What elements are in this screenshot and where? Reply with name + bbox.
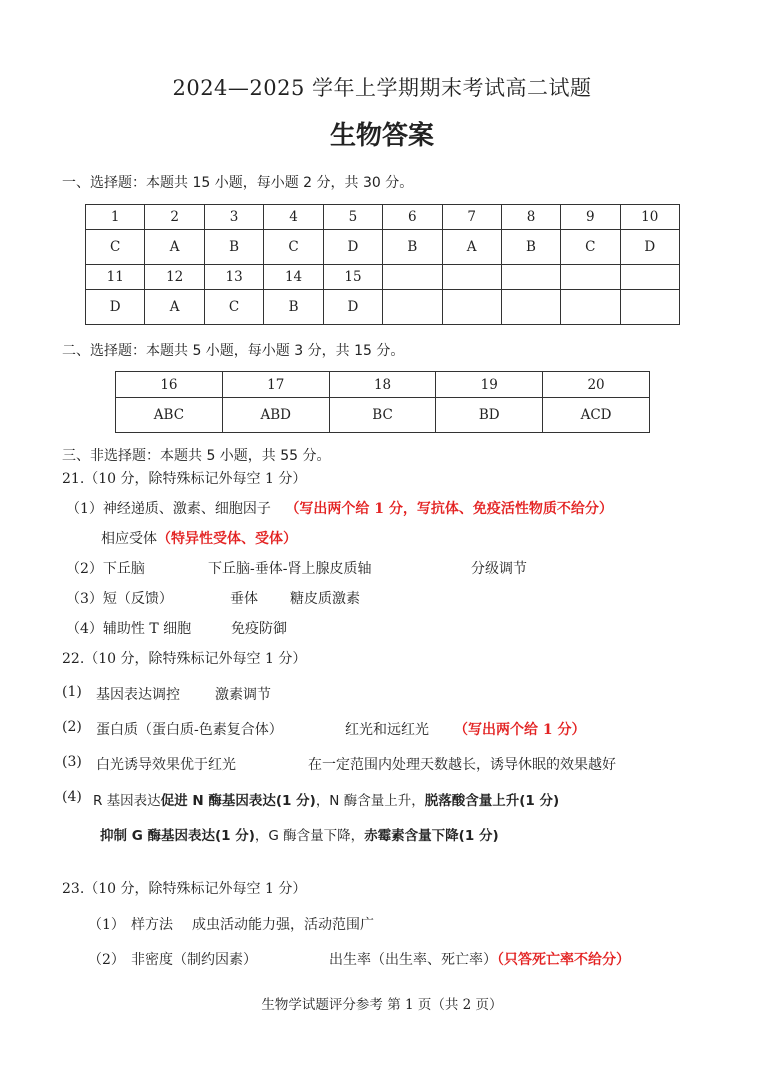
q22-answer: 蛋白质（蛋白质-色素复合体）	[96, 722, 283, 738]
q22-line5	[100, 824, 499, 844]
table-cell: A	[145, 230, 204, 265]
q22-num: (1)	[62, 684, 82, 700]
q22-answer: 红光和远红光	[345, 722, 429, 738]
q21-note: （特异性受体、受体）	[157, 531, 297, 547]
table-cell: BD	[436, 398, 543, 433]
table-row	[116, 372, 650, 398]
q22-note: （写出两个给 1 分）	[454, 722, 586, 738]
table-cell	[620, 290, 679, 325]
table-cell: C	[204, 290, 263, 325]
q22-answer: 在一定范围内处理天数越长，诱导休眠的效果越好	[308, 757, 616, 773]
q22-answer: 激素调节	[215, 687, 271, 703]
table-cell	[442, 265, 501, 290]
exam-title: 2024—2025 学年上学期期末考试高二试题	[172, 76, 592, 100]
table-cell	[620, 265, 679, 290]
q21-answer: 垂体	[230, 591, 258, 607]
table-cell: D	[323, 230, 382, 265]
q21-answer: （1）神经递质、激素、细胞因子	[66, 501, 271, 517]
table-cell: D	[323, 290, 382, 325]
table-cell: 2	[145, 205, 204, 230]
table-cell: BC	[329, 398, 436, 433]
q23-num: （2）	[88, 952, 125, 968]
table-cell: B	[383, 230, 442, 265]
table-cell: 12	[145, 265, 204, 290]
table-cell	[561, 265, 620, 290]
section2-answer-table	[115, 371, 650, 433]
table-cell: D	[86, 290, 145, 325]
q21-line1b	[101, 528, 297, 548]
q22-line4	[93, 789, 559, 809]
q21-line1	[66, 498, 613, 518]
answer-subtitle: 生物答案	[329, 121, 434, 151]
q21-header: 21.（10 分，除特殊标记外每空 1 分）	[62, 471, 307, 487]
table-cell	[383, 265, 442, 290]
table-cell: ACD	[543, 398, 650, 433]
q21-answer: 相应受体	[101, 531, 157, 547]
table-row	[86, 205, 680, 230]
q22-answer: 脱落酸含量上升(1 分)	[424, 793, 560, 809]
table-cell: 7	[442, 205, 501, 230]
section1-heading: 一、选择题：本题共 15 小题，每小题 2 分，共 30 分。	[62, 175, 414, 191]
table-cell: 5	[323, 205, 382, 230]
page-footer: 生物学试题评分参考 第 1 页（共 2 页）	[261, 997, 503, 1013]
table-row	[86, 265, 680, 290]
table-cell: A	[442, 230, 501, 265]
table-cell: A	[145, 290, 204, 325]
table-cell: 4	[264, 205, 323, 230]
table-cell: 17	[222, 372, 329, 398]
table-row	[86, 290, 680, 325]
q23-line2	[329, 949, 630, 969]
q23-answer: 出生率（出生率、死亡率）	[329, 952, 497, 968]
q21-answer: （4）辅助性 T 细胞	[66, 621, 192, 637]
table-cell: C	[264, 230, 323, 265]
q22-answer: ，G 酶含量下降，	[254, 828, 365, 844]
table-cell: ABD	[222, 398, 329, 433]
table-cell	[442, 290, 501, 325]
q22-answer: 赤霉素含量下降(1 分)	[364, 828, 499, 844]
q21-answer: 糖皮质激素	[290, 591, 360, 607]
q23-header: 23.（10 分，除特殊标记外每空 1 分）	[62, 881, 307, 897]
table-cell: 6	[383, 205, 442, 230]
table-cell: D	[620, 230, 679, 265]
q23-note: （只答死亡率不给分）	[497, 952, 630, 968]
q23-answer: 样方法	[131, 917, 173, 933]
table-cell: 14	[264, 265, 323, 290]
table-cell	[501, 265, 560, 290]
q22-answer: 白光诱导效果优于红光	[96, 757, 236, 773]
q22-answer: R 基因表达	[93, 793, 161, 809]
table-cell: C	[561, 230, 620, 265]
q21-answer: （3）短（反馈）	[66, 591, 173, 607]
table-cell: 19	[436, 372, 543, 398]
table-cell: 9	[561, 205, 620, 230]
table-row	[116, 398, 650, 433]
q22-num: (4)	[62, 789, 82, 805]
q22-answer: 促进 N 酶基因表达(1 分)	[160, 793, 316, 809]
table-cell: 20	[543, 372, 650, 398]
q22-answer: 抑制 G 酶基因表达(1 分)	[100, 828, 255, 844]
table-cell: 16	[116, 372, 223, 398]
q21-answer: 下丘脑-垂体-肾上腺皮质轴	[208, 561, 372, 577]
q22-answer: 基因表达调控	[96, 687, 180, 703]
q21-answer: 分级调节	[471, 561, 527, 577]
table-cell: C	[86, 230, 145, 265]
section3-heading: 三、非选择题：本题共 5 小题，共 55 分。	[62, 448, 331, 464]
table-row	[86, 230, 680, 265]
table-cell: 1	[86, 205, 145, 230]
table-cell: 11	[86, 265, 145, 290]
q21-answer: 免疫防御	[231, 621, 287, 637]
table-cell	[501, 290, 560, 325]
q21-answer: （2）下丘脑	[66, 561, 145, 577]
section1-answer-table	[85, 204, 680, 325]
table-cell: 15	[323, 265, 382, 290]
table-cell: B	[264, 290, 323, 325]
q21-note: （写出两个给 1 分，写抗体、免疫活性物质不给分）	[285, 501, 613, 517]
table-cell: 13	[204, 265, 263, 290]
table-cell: 3	[204, 205, 263, 230]
q22-header: 22.（10 分，除特殊标记外每空 1 分）	[62, 651, 307, 667]
table-cell: 18	[329, 372, 436, 398]
q23-num: （1）	[88, 917, 125, 933]
q22-answer: ，N 酶含量上升，	[315, 793, 425, 809]
table-cell: B	[204, 230, 263, 265]
section2-heading: 二、选择题：本题共 5 小题，每小题 3 分，共 15 分。	[62, 343, 405, 359]
q22-num: (3)	[62, 754, 82, 770]
table-cell	[561, 290, 620, 325]
table-cell: B	[501, 230, 560, 265]
table-cell: 8	[501, 205, 560, 230]
q23-answer: 成虫活动能力强，活动范围广	[192, 917, 374, 933]
q23-answer: 非密度（制约因素）	[131, 952, 257, 968]
table-cell: 10	[620, 205, 679, 230]
table-cell	[383, 290, 442, 325]
table-cell: ABC	[116, 398, 223, 433]
q22-num: (2)	[62, 719, 82, 735]
